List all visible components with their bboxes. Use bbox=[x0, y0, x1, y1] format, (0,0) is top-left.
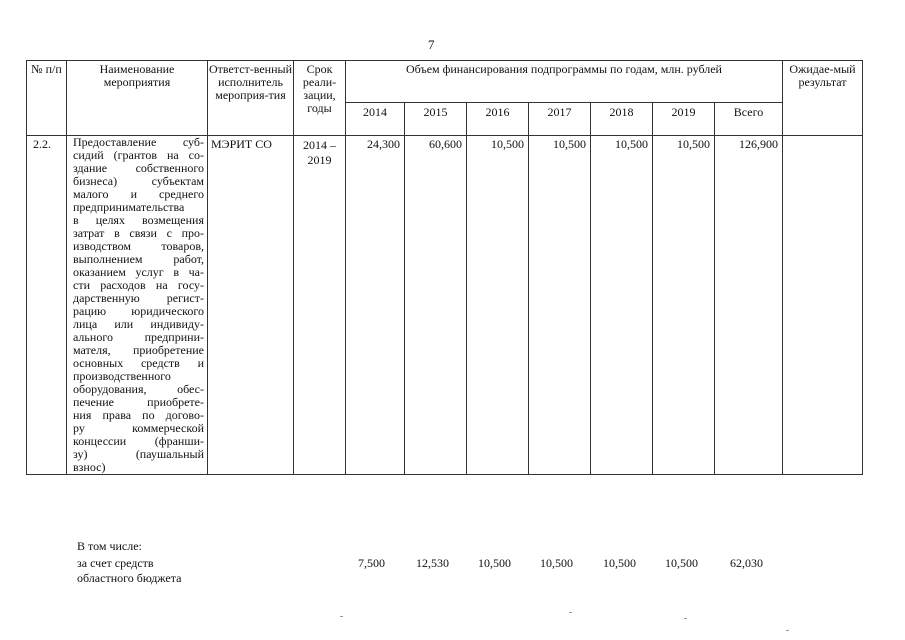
source-line-1: за счет средств bbox=[77, 556, 154, 570]
year-2017: 2017 bbox=[529, 102, 591, 135]
description-line: дарственную регист- bbox=[73, 291, 204, 305]
description-line: рацию юридического bbox=[73, 304, 204, 318]
header-responsible: Ответст-венный исполнитель мероприя-тия bbox=[208, 61, 294, 136]
year-2018: 2018 bbox=[591, 102, 653, 135]
including-2017: 10,500 bbox=[540, 556, 573, 570]
table-row bbox=[27, 136, 863, 475]
row-description bbox=[67, 136, 208, 475]
source-line-2: областного бюджета bbox=[77, 571, 182, 585]
description-line: мателя, приобретение bbox=[73, 343, 204, 357]
including-2014: 7,500 bbox=[358, 556, 385, 570]
header-num: № п/п bbox=[27, 61, 67, 136]
description-line: изводством товаров, bbox=[73, 239, 204, 253]
scan-speck bbox=[786, 630, 789, 631]
description-line: оборудования, обес- bbox=[73, 382, 204, 396]
row-number: 2.2. bbox=[27, 136, 67, 475]
description-line: ального предприни- bbox=[73, 330, 204, 344]
page-number: 7 bbox=[428, 37, 435, 52]
financing-table bbox=[26, 60, 863, 475]
row-result bbox=[783, 136, 863, 475]
description-line: производственного bbox=[73, 369, 171, 383]
row-responsible: МЭРИТ СО bbox=[208, 136, 294, 475]
value-2015: 60,600 bbox=[405, 136, 467, 475]
value-2014: 24,300 bbox=[346, 136, 405, 475]
value-total: 126,900 bbox=[715, 136, 783, 475]
header-financing: Объем финансирования подпрограммы по годам, млн. рублей bbox=[346, 61, 783, 103]
description-line: ния права по догово- bbox=[73, 408, 204, 422]
description-line: малого и среднего bbox=[73, 187, 204, 201]
description-line: выполнением работ, bbox=[73, 252, 204, 266]
year-2016: 2016 bbox=[467, 102, 529, 135]
description-line: сидий (грантов на со- bbox=[73, 148, 204, 162]
description-line: оказанием услуг в ча- bbox=[73, 265, 204, 279]
description-line: бизнеса) субъектам bbox=[73, 174, 204, 188]
value-2018: 10,500 bbox=[591, 136, 653, 475]
description-line: в целях возмещения bbox=[73, 213, 204, 227]
description-line: ру коммерческой bbox=[73, 421, 204, 435]
description-line: взнос) bbox=[73, 460, 106, 474]
header-term: Срок реали-зации, годы bbox=[294, 61, 346, 136]
year-total: Всего bbox=[715, 102, 783, 135]
description-line: печение приобрете- bbox=[73, 395, 204, 409]
including-2018: 10,500 bbox=[603, 556, 636, 570]
description-line: лица или индивиду- bbox=[73, 317, 204, 331]
row-term: 2014 – 2019 bbox=[294, 136, 346, 475]
including-label: В том числе: bbox=[77, 539, 142, 553]
description-line: здание собственного bbox=[73, 161, 204, 175]
including-total: 62,030 bbox=[730, 556, 763, 570]
header-name: Наименование мероприятия bbox=[67, 61, 208, 136]
description-line: Предоставление суб- bbox=[73, 135, 204, 149]
scan-speck bbox=[684, 618, 687, 619]
including-2015: 12,530 bbox=[416, 556, 449, 570]
including-2016: 10,500 bbox=[478, 556, 511, 570]
scan-speck bbox=[569, 612, 572, 613]
description-line: основных средств и bbox=[73, 356, 204, 370]
description-line: зу) (паушальный bbox=[73, 447, 204, 461]
year-2015: 2015 bbox=[405, 102, 467, 135]
description-line: сти расходов на госу- bbox=[73, 278, 204, 292]
year-2019: 2019 bbox=[653, 102, 715, 135]
year-2014: 2014 bbox=[346, 102, 405, 135]
description-line: предпринимательства bbox=[73, 200, 185, 214]
description-line: концессии (франши- bbox=[73, 434, 204, 448]
value-2019: 10,500 bbox=[653, 136, 715, 475]
description-line: затрат в связи с про- bbox=[73, 226, 204, 240]
including-2019: 10,500 bbox=[665, 556, 698, 570]
scan-speck bbox=[340, 616, 343, 617]
value-2016: 10,500 bbox=[467, 136, 529, 475]
value-2017: 10,500 bbox=[529, 136, 591, 475]
header-result: Ожидае-мый результат bbox=[783, 61, 863, 136]
